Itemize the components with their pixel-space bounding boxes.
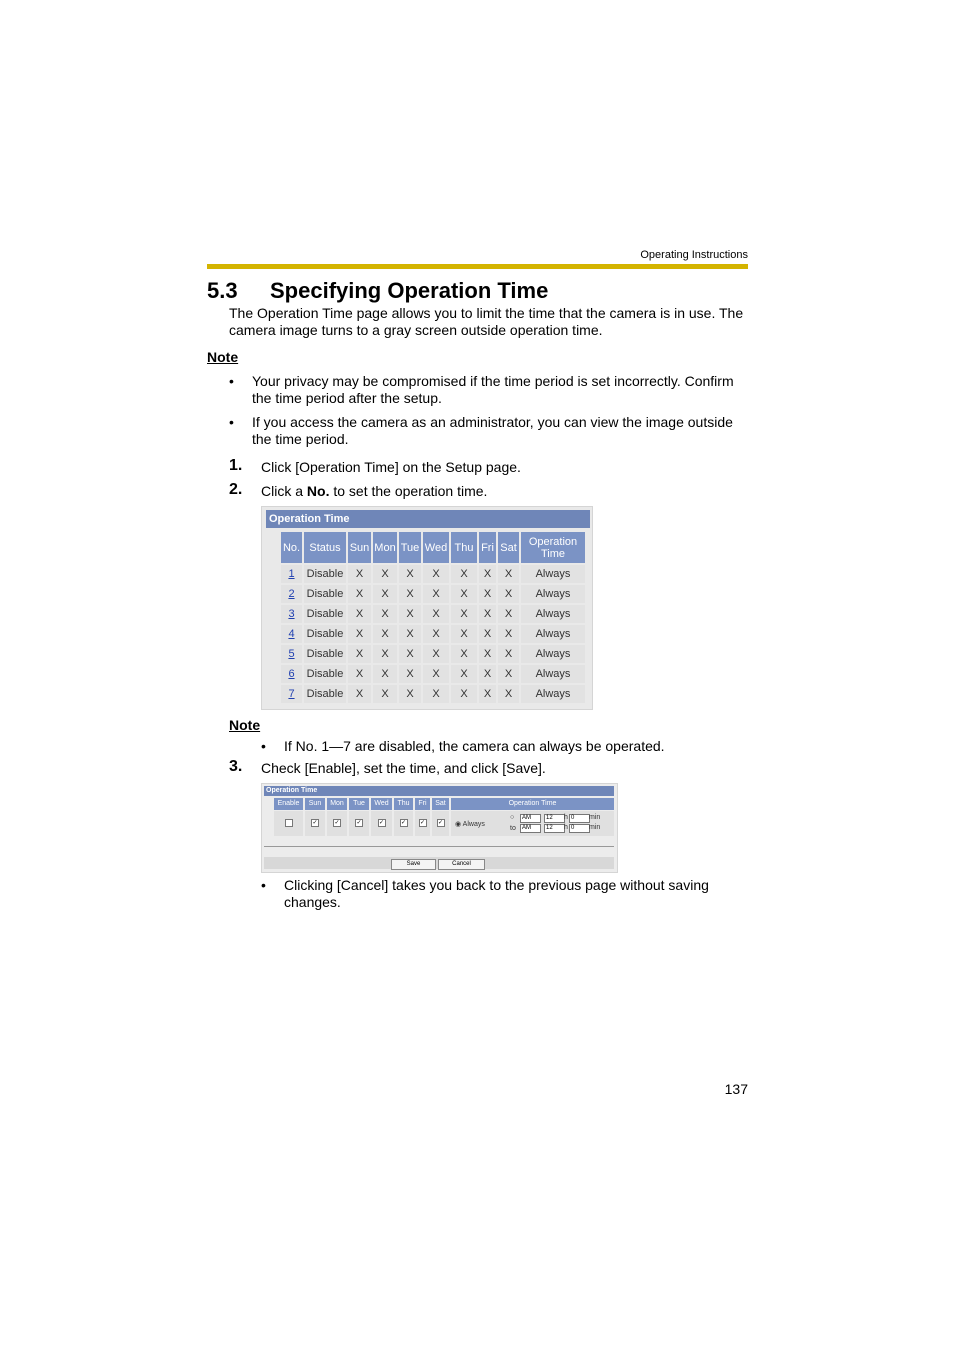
bullet-marker: • (261, 738, 266, 754)
bullet-marker: • (229, 414, 234, 430)
day-cell: X (348, 565, 371, 583)
day-cell: X (423, 685, 449, 703)
step-text: Check [Enable], set the time, and click [Save]. (261, 760, 546, 776)
column-header: Sun (348, 532, 371, 563)
wed-checkbox[interactable]: ✓ (378, 820, 385, 826)
row-number-cell (281, 665, 302, 683)
day-cell: X (399, 565, 421, 583)
column-header: Status (304, 532, 346, 563)
operation-time-cell: Always (521, 625, 585, 643)
row-number-cell (281, 625, 302, 643)
section-heading (207, 278, 548, 304)
day-cell: X (373, 645, 397, 663)
day-cell: X (399, 665, 421, 683)
row-number-link[interactable]: 1 (288, 568, 295, 580)
status-cell: Disable (304, 605, 346, 623)
status-cell: Disable (304, 625, 346, 643)
status-cell: Disable (304, 565, 346, 583)
day-cell: X (399, 645, 421, 663)
day-cell: X (498, 585, 519, 603)
table-row (281, 625, 585, 643)
row-number-link[interactable]: 2 (288, 588, 295, 600)
row-number-cell (281, 685, 302, 703)
start-minute-select[interactable]: 0 (569, 814, 590, 823)
step-number: 2. (229, 481, 243, 498)
day-cell: X (498, 645, 519, 663)
minute-unit: min (589, 814, 601, 821)
day-cell: X (423, 665, 449, 683)
operation-time-cell: Always (521, 565, 585, 583)
start-ampm-select[interactable]: AM (520, 814, 541, 823)
table-row (281, 665, 585, 683)
row-number-cell (281, 605, 302, 623)
day-cell: X (451, 685, 477, 703)
column-header: Fri (479, 532, 496, 563)
section-title: Specifying Operation Time (270, 278, 549, 303)
day-cell: X (479, 565, 496, 583)
day-cell: X (498, 605, 519, 623)
operation-time-cell: Always (521, 645, 585, 663)
note-heading: Note (207, 349, 239, 365)
step-number: 3. (229, 758, 243, 775)
day-cell: X (348, 585, 371, 603)
column-header: Thu (451, 532, 477, 563)
start-hour-select[interactable]: 12 (544, 814, 565, 823)
day-cell: X (348, 685, 371, 703)
day-cell: X (423, 625, 449, 643)
step-text: Click [Operation Time] on the Setup page. (261, 459, 521, 475)
table-row (281, 565, 585, 583)
operation-time-cell: Always (521, 685, 585, 703)
operation-time-cell: Always (521, 605, 585, 623)
day-cell: X (451, 625, 477, 643)
sat-checkbox[interactable]: ✓ (437, 820, 444, 826)
column-header: Mon (373, 532, 397, 563)
end-minute-select[interactable]: 0 (569, 824, 590, 833)
day-cell: X (498, 665, 519, 683)
column-header: Fri (415, 798, 430, 810)
day-cell: X (373, 565, 397, 583)
day-cell: X (399, 605, 421, 623)
status-cell: Disable (304, 665, 346, 683)
note-bullet: Your privacy may be compromised if the time period is set incorrectly. Confirm the time period after the setup. (252, 373, 734, 406)
day-cell: X (479, 665, 496, 683)
table-row (281, 645, 585, 663)
hour-unit: h (564, 824, 568, 831)
day-cell: X (348, 605, 371, 623)
operation-time-cell: Always (521, 665, 585, 683)
row-number-link[interactable]: 4 (288, 628, 295, 640)
column-header: Mon (327, 798, 347, 810)
day-cell: X (479, 585, 496, 603)
day-cell: X (451, 585, 477, 603)
column-header: Operation Time (521, 532, 585, 563)
note-heading: Note (229, 717, 261, 733)
operation-time-cell: Always (521, 585, 585, 603)
column-header: Wed (371, 798, 392, 810)
day-cell: X (399, 625, 421, 643)
day-cell: X (423, 645, 449, 663)
day-cell: X (479, 625, 496, 643)
bullet-marker: • (261, 877, 266, 893)
day-cell: X (479, 685, 496, 703)
status-cell: Disable (304, 585, 346, 603)
day-cell: X (423, 585, 449, 603)
header-rule (207, 264, 748, 269)
day-cell: X (373, 605, 397, 623)
sun-checkbox[interactable]: ✓ (312, 820, 318, 826)
end-ampm-select[interactable]: AM (520, 824, 541, 833)
day-cell: X (498, 685, 519, 703)
day-cell: X (498, 625, 519, 643)
day-cell: X (451, 605, 477, 623)
operation-time-edit-screenshot (261, 783, 618, 873)
bullet-marker: • (229, 373, 234, 389)
day-cell: X (348, 645, 371, 663)
end-hour-select[interactable]: 12 (544, 824, 565, 833)
hour-unit: h (564, 814, 568, 821)
day-cell: X (348, 625, 371, 643)
table-row (281, 605, 585, 623)
status-cell: Disable (304, 685, 346, 703)
day-cell: X (399, 585, 421, 603)
time-range-radio[interactable]: ○ (510, 814, 515, 821)
column-header: Wed (423, 532, 449, 563)
day-cell: X (348, 665, 371, 683)
table-row (281, 685, 585, 703)
thu-checkbox[interactable]: ✓ (400, 820, 407, 826)
day-cell: X (498, 565, 519, 583)
column-header: Sat (432, 798, 449, 810)
row-number-link[interactable]: 6 (288, 668, 295, 680)
column-header: No. (281, 532, 302, 563)
column-header: Enable (274, 798, 303, 810)
day-cell: X (373, 585, 397, 603)
page-number: 137 (724, 1081, 748, 1097)
day-cell: X (373, 625, 397, 643)
always-radio[interactable]: ◉ Always (455, 821, 485, 828)
row-number-link[interactable]: 7 (288, 688, 295, 700)
day-cell: X (479, 645, 496, 663)
day-cell: X (373, 665, 397, 683)
cancel-button[interactable]: Cancel (438, 859, 485, 870)
closing-bullet: Clicking [Cancel] takes you back to the previous page without saving changes. (284, 877, 709, 910)
day-cell: X (451, 665, 477, 683)
status-cell: Disable (304, 645, 346, 663)
step-text: Click a No. to set the operation time. (261, 483, 488, 499)
operation-time-list-screenshot (261, 506, 593, 710)
day-cell: X (479, 605, 496, 623)
tue-checkbox[interactable]: ✓ (356, 820, 362, 826)
table-row (281, 585, 585, 603)
step-number: 1. (229, 457, 243, 474)
column-header: Operation Time (451, 798, 614, 810)
row-number-link[interactable]: 5 (288, 648, 295, 660)
column-header: Tue (349, 798, 369, 810)
divider (264, 846, 614, 847)
note-bullet: If No. 1—7 are disabled, the camera can always be operated. (284, 738, 665, 754)
row-number-link[interactable]: 3 (288, 608, 295, 620)
fri-checkbox[interactable]: ✓ (419, 820, 426, 826)
day-cell: X (373, 685, 397, 703)
save-button[interactable]: Save (391, 859, 436, 870)
row-number-cell (281, 585, 302, 603)
column-header: Sun (305, 798, 325, 810)
panel-title: Operation Time (266, 510, 590, 528)
mon-checkbox[interactable]: ✓ (334, 820, 340, 826)
column-header: Tue (399, 532, 421, 563)
note-bullet: If you access the camera as an administrator, you can view the image outside the time period. (252, 414, 733, 447)
intro-paragraph: The Operation Time page allows you to limit the time that the camera is in use. The camera image turns to a gray screen outside operation time. (229, 305, 744, 338)
panel-title: Operation Time (264, 786, 614, 796)
day-cell: X (451, 565, 477, 583)
section-number: 5.3 (207, 278, 238, 303)
day-cell: X (423, 605, 449, 623)
day-cell: X (399, 685, 421, 703)
column-header: Sat (498, 532, 519, 563)
minute-unit: min (589, 824, 601, 831)
row-number-cell (281, 645, 302, 663)
day-cell: X (451, 645, 477, 663)
operation-time-table (279, 530, 587, 705)
enable-checkbox[interactable] (285, 819, 293, 827)
to-label: to (510, 825, 516, 832)
row-number-cell (281, 565, 302, 583)
running-header: Operating Instructions (640, 249, 748, 261)
day-cell: X (423, 565, 449, 583)
column-header: Thu (394, 798, 413, 810)
